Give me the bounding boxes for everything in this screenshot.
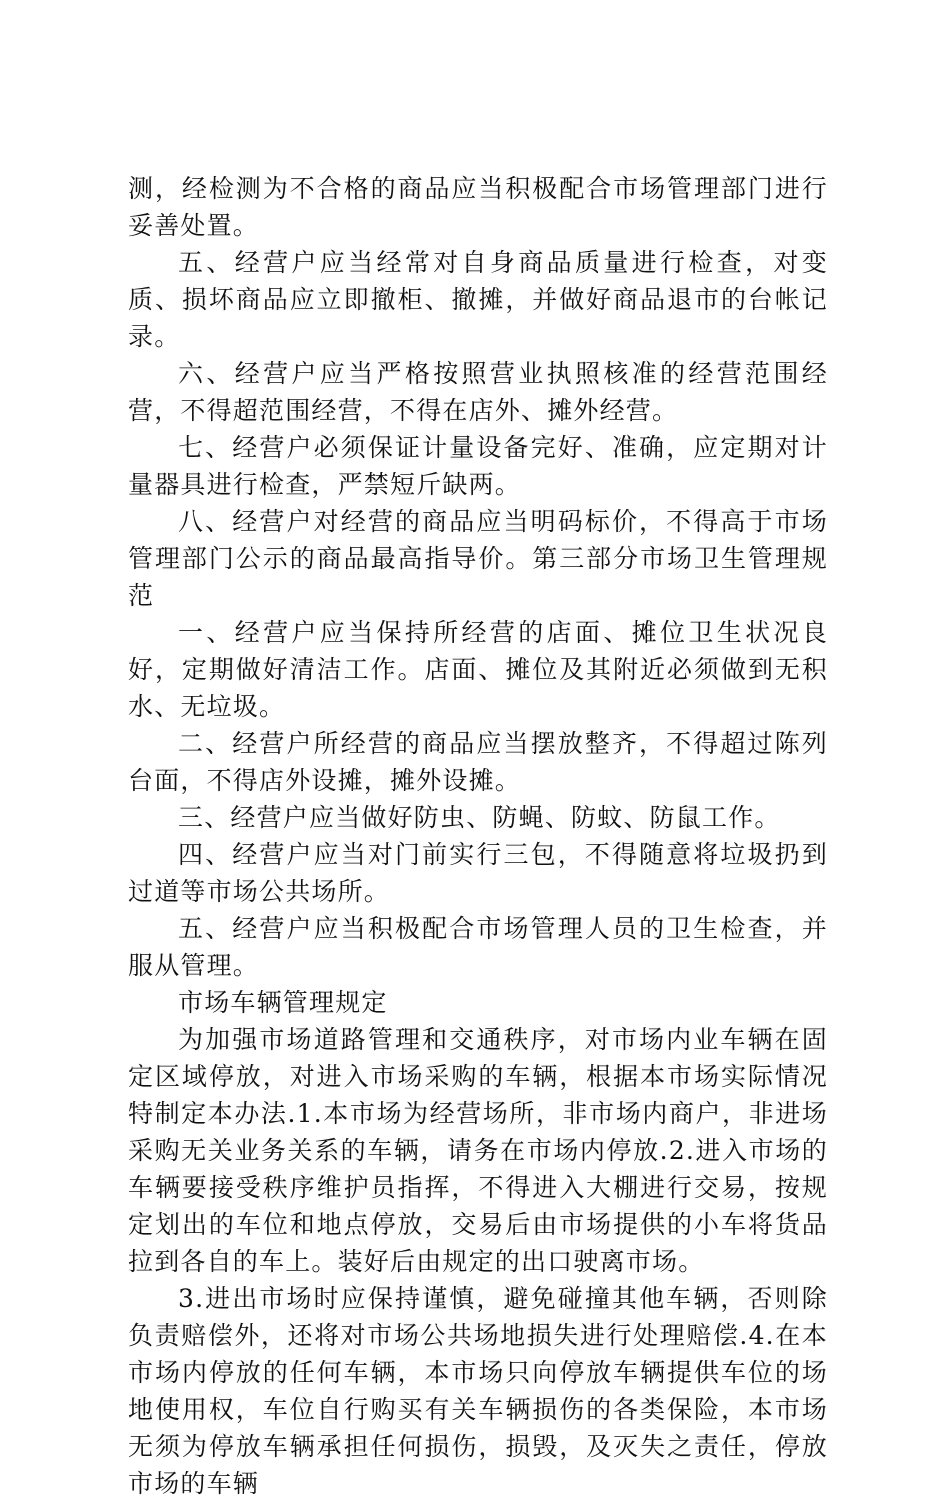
paragraph: 四、经营户应当对门前实行三包，不得随意将垃圾扔到过道等市场公共场所。 — [128, 840, 828, 906]
paragraph: 为加强市场道路管理和交通秩序，对市场内业车辆在固定区域停放，对进入市场采购的车辆，根据本市场实际情况特制定本办法.1.本市场为经营场所，非市场内商户，非进场采购无关业务关系的车辆，请务在市场内停放.2.进入市场的车辆要接受秩序维护员指挥，不得进入大棚进行交易，按规定划出的车位和地点停放，交易后由市场提供的小车将货品拉到各自的车上。装好后由规定的出口驶离市场。 — [128, 1025, 828, 1276]
paragraph: 三、经营户应当做好防虫、防蝇、防蚊、防鼠工作。 — [178, 803, 781, 832]
paragraph: 3.进出市场时应保持谨慎，避免碰撞其他车辆，否则除负责赔偿外，还将对市场公共场地损失进行处理赔偿.4.在本市场内停放的任何车辆，本市场只向停放车辆提供车位的场地使用权，车位自行购买有关车辆损伤的各类保险，本市场无须为停放车辆承担任何损伤，损毁，及灭失之责任，停放市场的车辆 — [128, 1284, 828, 1498]
paragraph: 五、经营户应当积极配合市场管理人员的卫生检查，并服从管理。 — [128, 914, 828, 980]
paragraph: 五、经营户应当经常对自身商品质量进行检查，对变质、损坏商品应立即撤柜、撤摊，并做好商品退市的台帐记录。 — [128, 248, 828, 351]
paragraph: 七、经营户必须保证计量设备完好、准确，应定期对计量器具进行检查，严禁短斤缺两。 — [128, 433, 828, 499]
paragraph: 六、经营户应当严格按照营业执照核准的经营范围经营，不得超范围经营，不得在店外、摊外经营。 — [128, 359, 828, 425]
paragraph: 二、经营户所经营的商品应当摆放整齐，不得超过陈列台面，不得店外设摊，摊外设摊。 — [128, 729, 828, 795]
paragraph: 八、经营户对经营的商品应当明码标价，不得高于市场管理部门公示的商品最高指导价。第三部分市场卫生管理规范 — [128, 507, 828, 610]
section-heading: 市场车辆管理规定 — [178, 988, 388, 1017]
paragraph: 测，经检测为不合格的商品应当积极配合市场管理部门进行妥善处置。 — [128, 174, 828, 240]
document-page — [128, 170, 828, 1502]
paragraph: 一、经营户应当保持所经营的店面、摊位卫生状况良好，定期做好清洁工作。店面、摊位及其附近必须做到无积水、无垃圾。 — [128, 618, 828, 721]
